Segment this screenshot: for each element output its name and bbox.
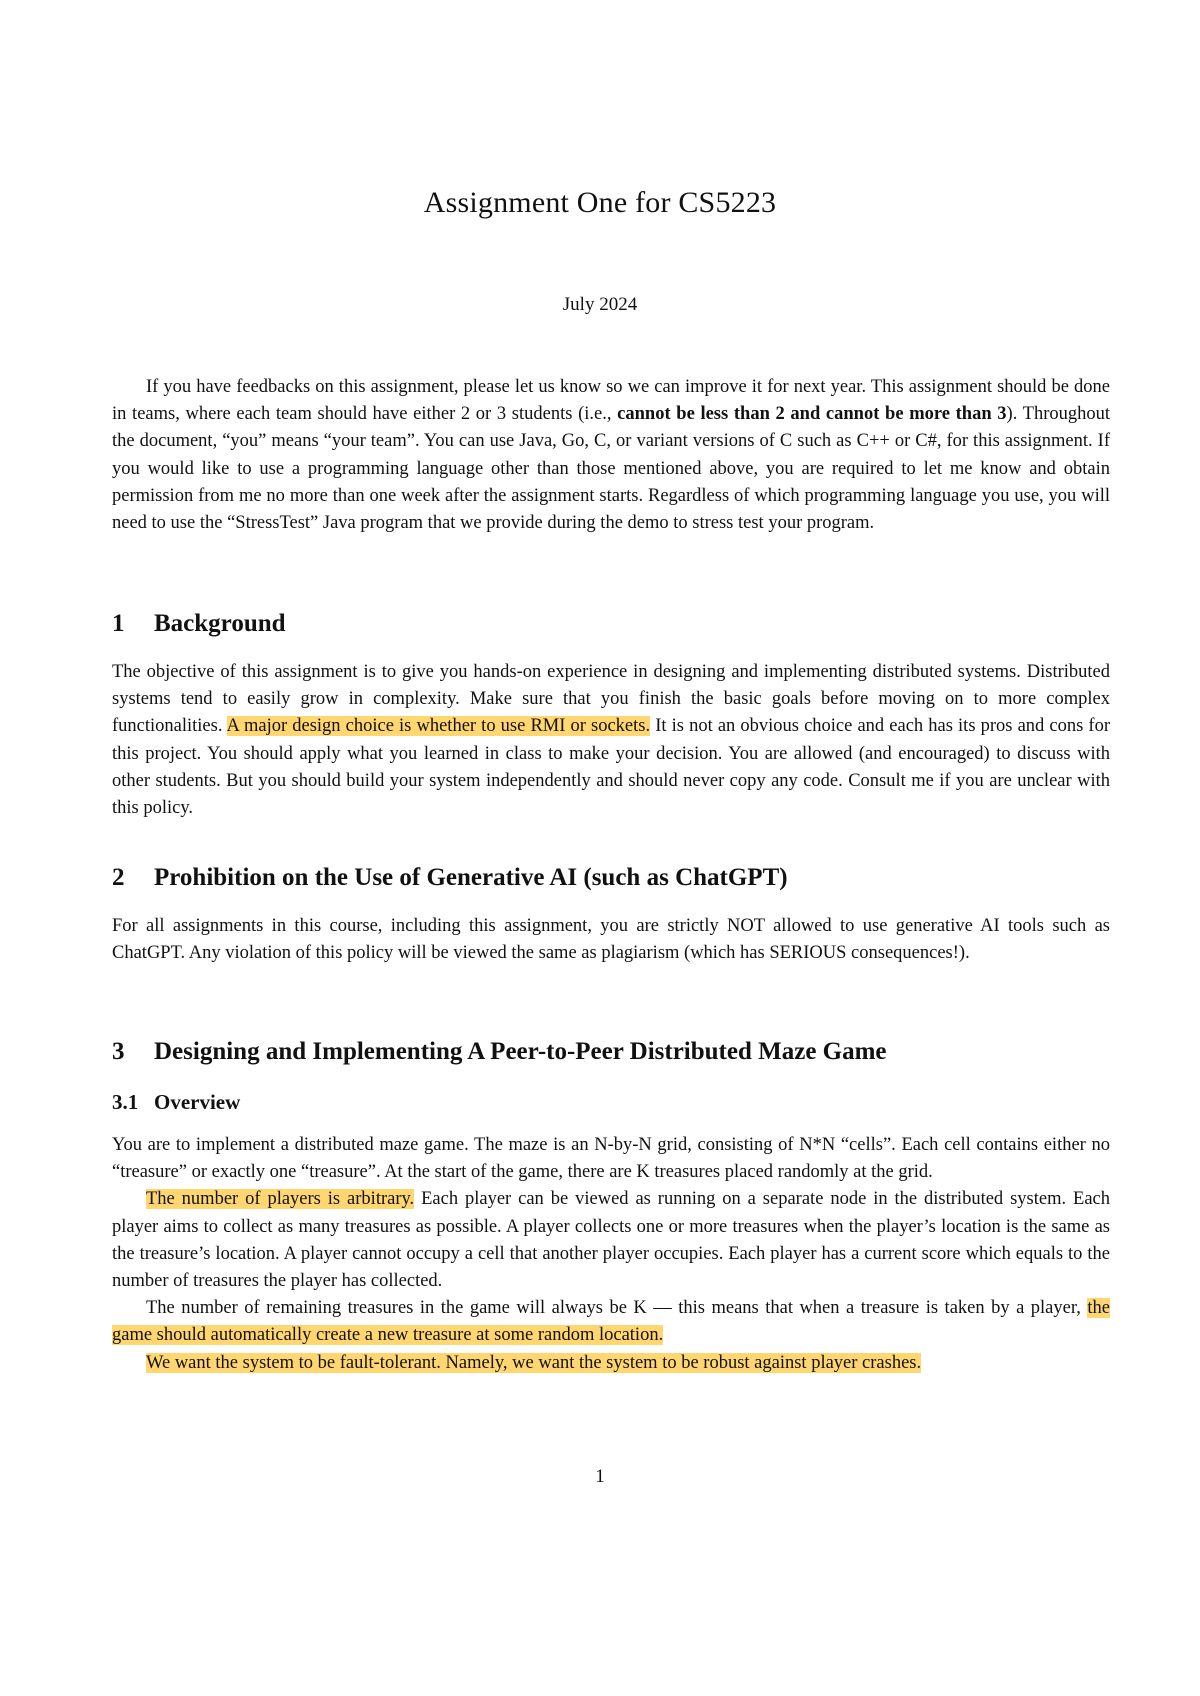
section-1-highlight: A major design choice is whether to use RMI or sockets. — [226, 716, 651, 737]
page-number: 1 — [595, 1466, 605, 1487]
intro-text-1: If you have feedbacks on this assignment, please let us know so we can improve it for next year. This assignment should be done in teams, where each team should have either 2 or 3 students (i.e., — [112, 377, 1110, 425]
subsection-3-1-number: 3.1 — [112, 1090, 139, 1114]
section-1-text-1: The objective of this assignment is to give you hands-on experience in designing and implementing distributed systems. Distributed systems tend to easily grow in complexity. Make sure that you finish the basic goals before moving on to more complex functionalities. — [112, 662, 1110, 737]
section-3-paragraph-1: You are to implement a distributed maze game. The maze is an N-by-N grid, consisting of N*N “cells”. Each cell contains either no “treasure” or exactly one “treasure”. At the start of the game, there are K treasures placed randomly at the grid. — [112, 1135, 1110, 1183]
intro-bold-text: cannot be less than 2 and cannot be more than 3 — [617, 404, 1007, 425]
section-2-text: For all assignments in this course, including this assignment, you are strictly NOT allowed to use generative AI tools such as ChatGPT. Any violation of this policy will be viewed the same as plagiarism (which has SERIOUS consequences!). — [112, 916, 1110, 964]
section-1-text-2: It is not an obvious choice and each has its pros and cons for this project. You should apply what you learned in class to make your decision. You are allowed (and encouraged) to discuss with other students. But you should build your system independently and should never copy any code. Consult me if you are unclear with this policy. — [112, 716, 1110, 819]
section-3-paragraph-2 — [112, 1186, 1110, 1295]
section-3-heading — [112, 1036, 887, 1068]
section-1-number: 1 — [112, 610, 125, 637]
section-2-paragraph — [112, 913, 1110, 967]
section-1-title: Background — [154, 610, 286, 637]
intro-paragraph — [112, 374, 1110, 537]
section-3-para2-text: Each player can be viewed as running on a separate node in the distributed system. Each player aims to collect as many treasures as possible. A player collects one or more treasures when the player’s location is the same as the treasure’s location. A player cannot occupy a cell that another player occupies. Each player has a current score which equals to the number of treasures the player has collected. — [112, 1189, 1110, 1292]
section-3-paragraph-3 — [112, 1295, 1110, 1349]
section-2-number: 2 — [112, 864, 125, 891]
section-3-paragraph-4 — [112, 1350, 1110, 1377]
document-date: July 2024 — [562, 294, 638, 315]
section-1-heading — [112, 608, 286, 640]
section-3-body — [112, 1132, 1110, 1377]
section-1-paragraph — [112, 659, 1110, 822]
section-3-number: 3 — [112, 1038, 125, 1065]
section-2-heading — [112, 862, 788, 894]
subsection-3-1-heading — [112, 1088, 240, 1116]
section-3-para3-highlight: the game should automatically create a new treasure at some random location. — [112, 1298, 1110, 1346]
section-3-title: Designing and Implementing A Peer-to-Peer Distributed Maze Game — [154, 1038, 887, 1065]
section-3-para2-highlight: The number of players is arbitrary. — [146, 1189, 415, 1210]
section-3-para3-text: The number of remaining treasures in the game will always be K — this means that when a treasure is taken by a player, — [146, 1298, 1088, 1319]
document-title: Assignment One for CS5223 — [423, 186, 777, 219]
section-3-para4-highlight: We want the system to be fault-tolerant. Namely, we want the system to be robust against player crashes. — [146, 1352, 922, 1373]
subsection-3-1-title: Overview — [154, 1090, 241, 1114]
intro-text-2: ). Throughout the document, “you” means “your team”. You can use Java, Go, C, or variant versions of C such as C++ or C#, for this assignment. If you would like to use a programming language other than those mentioned above, you are required to let me know and obtain permission from me no more than one week after the assignment starts. Regardless of which programming language you use, you will need to use the “StressTest” Java program that we provide during the demo to stress test your program. — [112, 404, 1110, 534]
section-2-title: Prohibition on the Use of Generative AI (such as ChatGPT) — [154, 864, 788, 891]
